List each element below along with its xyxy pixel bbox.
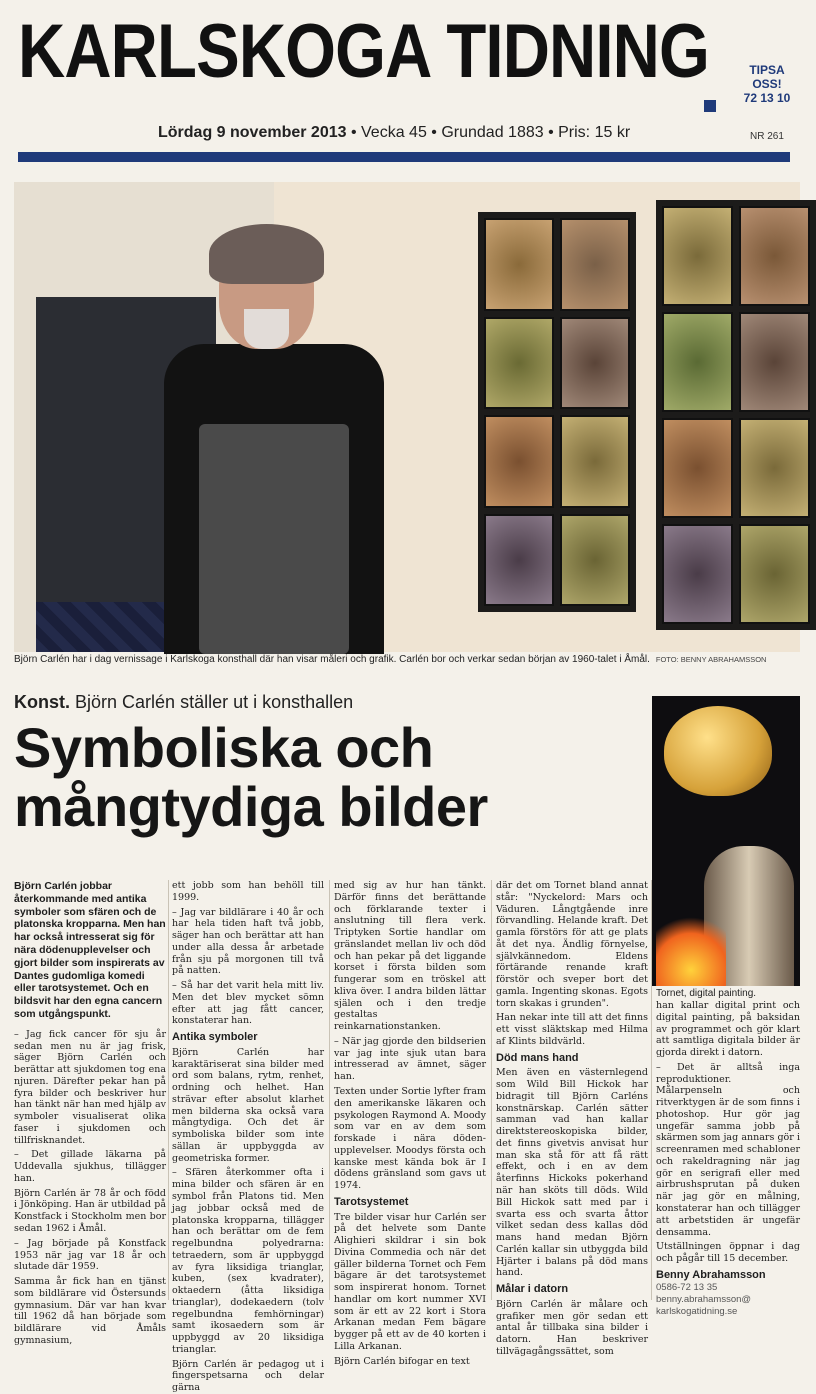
pyramid-tile (662, 418, 733, 518)
paragraph: han kallar digital print och digital painting, på baksidan av programmet och gör klart att samtliga digitala bilder är gjorda direkt i datorn. (656, 1000, 800, 1059)
pyramid-tile (484, 415, 554, 508)
paragraph: ett jobb som han behöll till 1999. (172, 880, 324, 903)
byline: Benny Abrahamsson (656, 1268, 766, 1281)
subheading: Tarotsystemet (334, 1195, 409, 1208)
issue-line (158, 124, 630, 142)
pyramid-tile (739, 206, 810, 306)
artist-hair (209, 224, 324, 284)
masthead-bar (18, 152, 790, 162)
issue-meta: • Vecka 45 • Grundad 1883 • Pris: 15 kr (346, 124, 631, 141)
paragraph: – Sfären återkommer ofta i mina bilder och sfären är en symbol från Platons tid. Men jag jobbar också med de platonska kropparna, tillägger han och berättar om de fem regelbundna polyedrarna: tetraedern, som är uppbyggd av fyra liksidiga trianglar, kuben, (sex kvadrater), oktaedern (åtta liksidiga trianglar), dodekaedern (tolv regelbundna femhörningar) samt ikosaedern som är uppbyggd av 20 liksidiga trianglar. (172, 1167, 324, 1355)
article-kicker (14, 692, 353, 713)
paragraph: Björn Carlén är pedagog ut i fingerspetsarna och delar gärna (172, 1358, 324, 1394)
paragraph: – Så har det varit hela mitt liv. Men det blev mycket sömn efter att jag fått cancer, konstaterar han. (172, 980, 324, 1027)
pyramid-tile (739, 418, 810, 518)
paragraph: – Det är alltså inga reproduktioner. Målarpenseln och ritverktygen är de som finns i photoshop. Hur gör jag ungefär samma jobb på skärmen som jag annars gör i screenramen med schabloner och rakeldragning när jag gör en serigrafi eller med airbrushsprutan på duken när jag gör en målning, konstaterar han och tillägger att arbetstiden är ungefär densamma. (656, 1061, 800, 1238)
pyramid-tile (560, 317, 630, 410)
pyramid-tile (484, 218, 554, 311)
paragraph: – Jag fick cancer för sju år sedan men nu är jag frisk, säger Björn Carlén och berättar att sjukdomen tog ena njuren. Därefter pekar han på fyra bilder och beskriver hur han tänkt när han med hjälp av symboler visualiserat olika faser i sjukdomen och tillfrisknandet. (14, 1028, 166, 1146)
column-divider (491, 880, 492, 1300)
paragraph: Tre bilder visar hur Carlén ser på det helvete som Dante Alighieri skildrar i sin bok Divina Commedia och när det gäller bilderna Tornet och Fem bägare är det tarotsystemet som inspirerat honom. Tornet handlar om kort nummer XVI som är ett av 22 kort i Stora Arkanan medan Fem bägare bygger på ett av de 40 korten i Lilla Arkanan. (334, 1211, 486, 1352)
masthead (14, 0, 791, 170)
article-column-2 (172, 880, 324, 1394)
pyramid-tile (560, 514, 630, 607)
tornet-painting (652, 696, 800, 986)
issue-number: NR 261 (750, 131, 784, 142)
subheading: Död mans hand (496, 1051, 579, 1064)
article-column-4 (496, 880, 648, 1357)
flame-shape (656, 906, 726, 986)
paragraph: – Jag började på Konstfack 1953 när jag var 18 år och slutade där 1959. (14, 1237, 166, 1273)
paragraph: Han nekar inte till att det finns ett visst släktskap med Hilma af Klints bildvärld. (496, 1012, 648, 1047)
column-divider (168, 880, 169, 1300)
pyramid-tile (560, 415, 630, 508)
hero-photo (14, 182, 800, 652)
byline-phone: 0586-72 13 35 (656, 1282, 718, 1294)
pyramid-tile (662, 206, 733, 306)
pyramid-tile (662, 312, 733, 412)
pyramid-tile (739, 312, 810, 412)
pyramid-tile (484, 317, 554, 410)
column-divider (329, 880, 330, 1300)
pyramid-tile (662, 524, 733, 624)
paragraph: Texten under Sortie lyfter fram den amerikanske läkaren och psykologen Raymond A. Moody som var en av dem som forskade i nära döden-upplevelser. Moodys första och kanske mest kända bok är I dödens gränsland som gavs ut 1974. (334, 1086, 486, 1192)
paragraph: med sig av hur han tänkt. Därför finns det berättande och förklarande texter i anslutning till flera verk. Triptyken Sortie handlar om gränslandet mellan liv och död och han pekar på det liggande korset i första bilden som fungerar som en tröskel att kliva över. I andra bilden lättar själen och i den tredje gestaltas reinkarnationstanken. (334, 880, 486, 1033)
paragraph: Björn Carlén är 78 år och född i Jönköping. Han är utbildad på Konstfack i Stockholm men bor sedan 1962 i Åmål. (14, 1187, 166, 1235)
photo-caption (14, 654, 800, 665)
tip-box (738, 64, 796, 105)
kicker-label: Konst. (14, 692, 70, 712)
paragraph: Samma år fick han en tjänst som bildlärare vid Östersunds gymnasium. Där var han kvar till 1962 då han började som bildlärare vid Åmåls gymnasium, (14, 1276, 166, 1346)
artist-overalls (199, 424, 349, 654)
column-divider (651, 880, 652, 1300)
tip-label: TIPSA OSS! (749, 63, 785, 91)
balloon-shape (664, 706, 772, 796)
paragraph: – När jag gjorde den bildserien var jag inte sjuk utan bara intresserad av ämnet, säger han. (334, 1035, 486, 1083)
paragraph: – Jag var bildlärare i 40 år och har hela tiden haft två jobb, säger han och berättar att han under alla dessa år arbetade från sju på morgonen till två på natten. (172, 906, 324, 977)
subheading: Målar i datorn (496, 1283, 569, 1296)
paragraph: Björn Carlén är målare och grafiker men gör sedan ett antal år tillbaka sina bilder i datorn. Han beskriver tillvägagångssättet, som (496, 1298, 648, 1357)
paragraph: Björn Carlén har karaktäriserat sina bilder med ord som balans, rytm, renhet, ordning och helhet. Han strävar efter absolut klarhet men bilderna ska också vara mångtydiga. Och det är symboliska bilder som inte sällan är uppbyggda av geometriska former. (172, 1046, 324, 1164)
masthead-square-icon (704, 100, 716, 112)
artist-portrait (104, 224, 434, 652)
photo-credit: FOTO: BENNY ABRAHAMSSON (655, 655, 767, 664)
article-lead: Björn Carlén jobbar återkommande med antika symboler som sfären och de platonska kropparna. Men han har också intresserat sig för nära dödenupplevelser och gjort bilder som inspirerats av Dantes gudomliga komedi eller tarotsystemet. Och en bildsvit har den egna cancern som utgångspunkt. (14, 880, 166, 1020)
side-image-caption: Tornet, digital painting. (656, 988, 757, 999)
newspaper-title: KARLSKOGA TIDNING (18, 9, 710, 94)
article-headline: Symboliska och mångtydiga bilder (14, 716, 488, 839)
pyramid-tile (739, 524, 810, 624)
kicker-text: Björn Carlén ställer ut i konsthallen (75, 692, 354, 712)
artist-beard (244, 309, 289, 349)
tip-phone: 72 13 10 (743, 90, 791, 105)
artwork-panel-right (656, 200, 816, 630)
paragraph: där det om Tornet bland annat står: "Nyckelord: Mars och Väduren. Långtgående inre förvandling. Helande kraft. Det gamla förstörs för att ge plats åt det nya. Ändlig förnyelse, självkännedom. Eldens förtärande renande kraft förstör och sveper bort det gamla. Ingenting skonas. Egots torn skakas i grunden". (496, 880, 648, 1009)
article-column-5 (656, 1000, 800, 1317)
article-column-1 (14, 880, 166, 1346)
byline-email: benny.abrahamsson@ karlskogatidning.se (656, 1294, 752, 1317)
paragraph: Björn Carlén bifogar en text (334, 1355, 470, 1367)
subheading: Antika symboler (172, 1031, 258, 1044)
caption-text: Björn Carlén har i dag vernissage i Karlskoga konsthall där han visar måleri och grafik. Carlén bor och verkar sedan början av 1960-talet i Åmål. (14, 654, 650, 665)
paragraph: – Det gillade läkarna på Uddevalla sjukhus, tillägger han. (14, 1149, 166, 1184)
artwork-panel-left (478, 212, 636, 612)
issue-date: Lördag 9 november 2013 (158, 124, 347, 141)
article-column-3 (334, 880, 486, 1367)
pyramid-tile (484, 514, 554, 607)
pyramid-tile (560, 218, 630, 311)
paragraph: Utställningen öppnar i dag och pågår till 15 december. (656, 1241, 800, 1265)
paragraph: Men även en västernlegend som Wild Bill Hickok har bidragit till Björn Carléns konstnärskap. Carlén sätter samman vad han kallar direktstereoskopiska bilder, det finns givetvis anvisat hur man ska stå för att få rätt effekt, och i en av dem återfinns Hickoks pokerhand när han sköts till döds. Wild Bill Hickok satt med par i svarta ess och svarta åttor vilket sedan dess kallas död mans hand medan Björn Carlén kallar sin utbyggda bild Hjärter i balans på död mans hand. (496, 1067, 648, 1279)
